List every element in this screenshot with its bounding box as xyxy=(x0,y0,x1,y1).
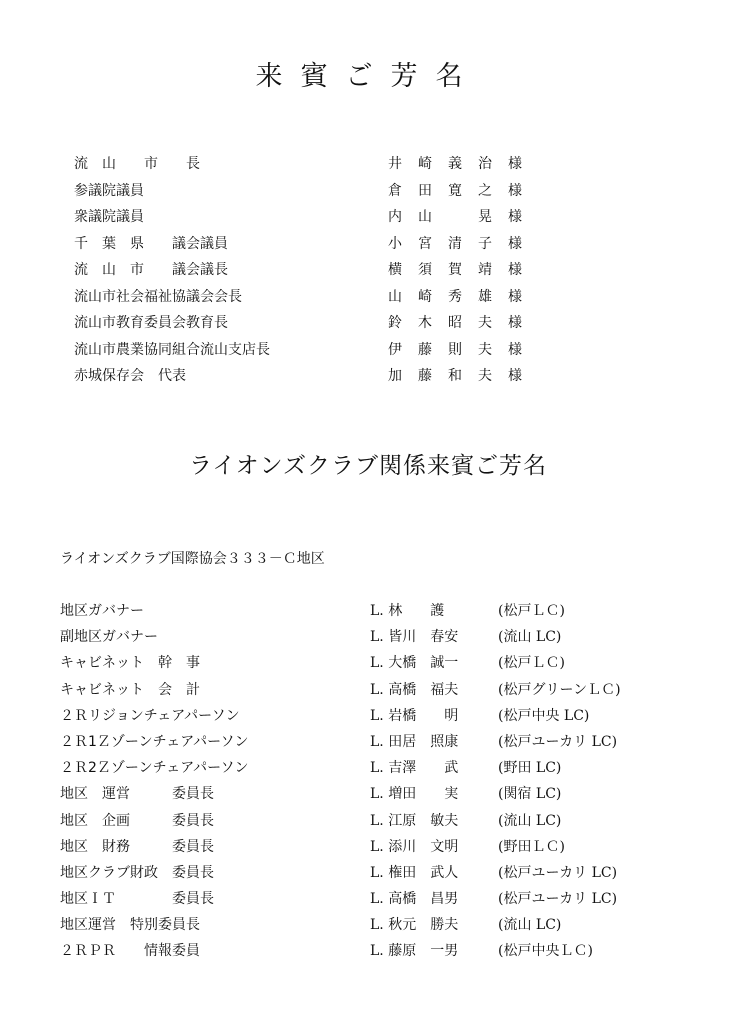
guest-role: 流 山 市 長 xyxy=(74,156,200,172)
lions-name: L. 江原 敏夫 xyxy=(370,812,459,829)
lions-name: L. 添川 文明 xyxy=(370,838,459,855)
lions-row xyxy=(0,731,736,757)
guest-row xyxy=(0,259,736,286)
lions-name: L. 岩橋 明 xyxy=(370,707,459,724)
guest-row xyxy=(0,206,736,233)
guest-row xyxy=(0,153,736,180)
lions-role: 地区運営 特別委員長 xyxy=(60,917,200,934)
lions-name: L. 権田 武人 xyxy=(370,864,459,881)
guest-role: 流 山 市 議会議長 xyxy=(74,262,228,278)
guest-name: 横須賀靖様 xyxy=(388,262,538,278)
lions-club: (松戸中央ＬＣ) xyxy=(498,943,593,960)
lions-row xyxy=(0,888,736,914)
lions-role: ２Ｒ1Ｚゾーンチェアパーソン xyxy=(60,733,249,750)
lions-section-title: ライオンズクラブ関係来賓ご芳名 xyxy=(189,453,547,479)
guest-name: 井崎義治様 xyxy=(388,156,538,172)
lions-club: (松戸グリーンＬＣ) xyxy=(498,681,621,698)
lions-name: L. 吉澤 武 xyxy=(370,760,459,777)
guest-name: 伊藤則夫様 xyxy=(388,341,538,358)
lions-club: (関宿 LC) xyxy=(498,786,562,803)
lions-name: L. 増田 実 xyxy=(370,786,459,803)
lions-club: (松戸ユーカリ LC) xyxy=(498,864,618,881)
lions-name: L. 藤原 一男 xyxy=(370,943,459,960)
guest-row xyxy=(0,339,736,366)
lions-role: キャビネット 会 計 xyxy=(60,681,200,698)
lions-row xyxy=(0,940,736,966)
lions-club: (流山 LC) xyxy=(498,917,562,934)
lions-row xyxy=(0,810,736,836)
lions-club: (松戸中央 LC) xyxy=(498,707,590,724)
guest-name: 内山 晃様 xyxy=(388,209,538,225)
lions-name: L. 高橋 昌男 xyxy=(370,891,459,908)
guest-name: 加藤和夫様 xyxy=(388,368,538,384)
guest-role: 千 葉 県 議会議員 xyxy=(74,235,228,252)
guest-role: 参議院議員 xyxy=(74,182,144,199)
lions-row xyxy=(0,679,736,705)
lions-club: (松戸ＬＣ) xyxy=(498,655,565,672)
guest-list xyxy=(0,153,736,392)
lions-row xyxy=(0,626,736,652)
guest-row xyxy=(0,233,736,260)
lions-row xyxy=(0,600,736,626)
lions-name: L. 高橋 福夫 xyxy=(370,681,459,698)
lions-role: ２Ｒ2Ｚゾーンチェアパーソン xyxy=(60,760,249,777)
lions-role: 地区クラブ財政 委員長 xyxy=(60,864,214,881)
page-title: 来賓ご芳名 xyxy=(255,61,481,92)
lions-name: L. 田居 照康 xyxy=(370,733,459,750)
lions-club: (松戸ユーカリ LC) xyxy=(498,891,618,908)
lions-role: ２Ｒリジョンチェアパーソン xyxy=(60,707,240,724)
lions-row xyxy=(0,705,736,731)
guest-role: 衆議院議員 xyxy=(74,209,144,225)
lions-club: (流山 LC) xyxy=(498,812,562,829)
lions-row xyxy=(0,652,736,678)
guest-role: 流山市教育委員会教育長 xyxy=(74,315,228,331)
lions-role: ２ＲＰＲ 情報委員 xyxy=(60,943,200,960)
lions-club: (野田ＬＣ) xyxy=(498,838,565,855)
guest-row xyxy=(0,312,736,339)
guest-name: 小宮清子様 xyxy=(388,235,538,252)
lions-role: 地区 企画 委員長 xyxy=(60,812,214,829)
guest-name: 倉田寛之様 xyxy=(388,182,538,199)
lions-row xyxy=(0,783,736,809)
guest-role: 流山市農業協同組合流山支店長 xyxy=(74,341,270,358)
lions-name: L. 大橋 誠一 xyxy=(370,655,459,672)
lions-row xyxy=(0,757,736,783)
lions-name: L. 皆川 春安 xyxy=(370,629,459,646)
guest-name: 山崎秀雄様 xyxy=(388,288,538,305)
lions-row xyxy=(0,914,736,940)
lions-club: (松戸ユーカリ LC) xyxy=(498,733,618,750)
guest-row xyxy=(0,180,736,207)
guest-role: 流山市社会福祉協議会会長 xyxy=(74,288,242,305)
guest-row xyxy=(0,286,736,313)
lions-name: L. 林 護 xyxy=(370,603,445,619)
lions-role: キャビネット 幹 事 xyxy=(60,655,200,672)
district-heading: ライオンズクラブ国際協会３３３－Ｃ地区 xyxy=(60,551,325,567)
lions-guest-list xyxy=(0,600,736,967)
lions-role: 地区 運営 委員長 xyxy=(60,786,214,803)
lions-role: 地区 財務 委員長 xyxy=(60,838,214,855)
lions-role: 地区ガバナー xyxy=(60,603,144,619)
lions-row xyxy=(0,836,736,862)
lions-club: (松戸ＬＣ) xyxy=(498,603,565,619)
lions-role: 地区ＩＴ 委員長 xyxy=(60,891,214,908)
guest-row xyxy=(0,365,736,392)
lions-row xyxy=(0,862,736,888)
guest-role: 赤城保存会 代表 xyxy=(74,368,186,384)
lions-club: (流山 LC) xyxy=(498,629,562,646)
lions-club: (野田 LC) xyxy=(498,760,562,777)
lions-role: 副地区ガバナー xyxy=(60,629,158,646)
lions-name: L. 秋元 勝夫 xyxy=(370,917,459,934)
guest-name: 鈴木昭夫様 xyxy=(388,315,538,331)
